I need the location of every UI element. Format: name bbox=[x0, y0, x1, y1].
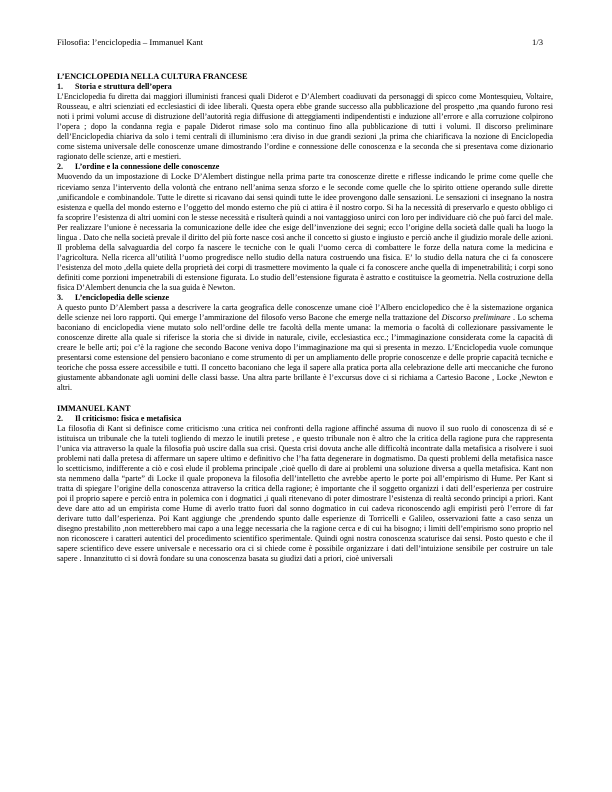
document-body bbox=[57, 72, 553, 564]
section-spacer bbox=[57, 394, 553, 404]
section-title-enciclopedia: L’ENCICLOPEDIA NELLA CULTURA FRANCESE bbox=[57, 72, 248, 81]
subsection-number: 1. bbox=[57, 82, 64, 92]
subsection-number: 3. bbox=[57, 293, 64, 303]
header-title: Filosofia: l’enciclopedia – Immanuel Kant bbox=[57, 37, 204, 47]
page-number: 1/3 bbox=[532, 37, 543, 47]
paragraph-ordine: Muovendo da un impostazione di Locke D’Alembert distingue nella prima parte tra conoscenze dirette e riflesse indicando le prime come quelle che riceviamo senza l’intervento della volontà che entrano nell’anima senza sforzo e le seconde come quelle che lo spirito ottiene operando sulle dirette ,unificandole e combinandole. Tutte le dirette si ricavano dai sensi quindi tutte le idee provengono dalle sensazioni. Le sensazioni ci insegnano la nostra esistenza e quella del mondo esterno e l’oggetto del mondo esterno che più ci attira è il nostro corpo. Si ha la necessità di preservarlo e questo obbligo ci fa scoprire l’esistenza di altri uomini con le stesse necessità e risulterà quindi a noi vantaggioso unirci con loro per individuare ciò che può farci del male. Per realizzare l’unione è necessaria la comunicazione delle idee che esige dell’invenzione dei segni; ecco l’origine della società dalle quali ha luogo la lingua . Dato che nella società prevale il diritto del più forte nasce così anche il concetto si giusto e ingiusto e perciò anche il giudizio morale delle azioni. Il problema della salvaguardia del corpo fa nascere le tecniche con le quali l’uomo cerca di combattere le forze della natura come la medicina e l’agricoltura. Nella ricerca all’utilità l’uomo progredisce nello studio della natura costruendo una fisica. E’ lo studio della natura che ci fa conoscere l’esistenza del moto ,della quiete della proprietà dei corpi di trasmettere movimento la quale ci fa conoscere anche quella di impenetrabilità; i corpi sono definiti come porzioni impenetrabili di estensione figurata. Lo studio dell’estensione figurata è astratto e costituisce la geometria. Nella costruzione della fisica D’Alembert denuncia che la sua guida è Newton. bbox=[57, 172, 553, 292]
subsection-heading-3 bbox=[57, 293, 553, 303]
subsection-number: 2. bbox=[57, 162, 64, 172]
subsection-title: Il criticismo: fisica e metafisica bbox=[75, 413, 182, 423]
italic-title: Discorso preliminare bbox=[441, 313, 511, 323]
subsection-heading-kant-2 bbox=[57, 414, 553, 424]
paragraph-storia: L’Enciclopedia fu diretta dai maggiori illuministi francesi quali Diderot e D’Alembert coadiuvati da personaggi di spicco come Montesquieu, Voltaire, Rousseau, e altri scienziati ed ecclesiastici di idee liberali. Questa opera ebbe grande successo alla pubblicazione del prospetto ,ma quando furono resi noti i primi volumi accuse di distruzione dell’autorità regia diffusione di atteggiamenti indipendentisti e induzione all’errore e alla corruzione colpirono l’opera ; dopo la condanna regia e papale Diderot rimase solo ma continuo fino alla pubblicazione di tutti i volumi. Il discorso preliminare dell’Enciclopedia chiariva da solo i temi centrali di illuminismo :era diviso in due grandi sezioni ,la prima che chiarificava la nozione di Enciclopedia come sistema universale delle conoscenze umane dimostrando l’ordine e connessione delle conoscenza e la seconda che si presentava come dizionario ragionato delle scienze, arti e mestieri. bbox=[57, 92, 553, 162]
subsection-title: L’ordine e la connessione delle conoscenze bbox=[75, 162, 220, 172]
subsection-number: 2. bbox=[57, 413, 64, 423]
subsection-title: L’enciclopedia delle scienze bbox=[75, 293, 170, 303]
section-title-kant: IMMANUEL KANT bbox=[57, 403, 131, 413]
subsection-heading-2 bbox=[57, 162, 553, 172]
paragraph-enciclopedia-scienze bbox=[57, 303, 553, 393]
paragraph-criticismo: La filosofia di Kant si definisce come criticismo :una critica nei confronti della ragione affinché assuma di nuovo il suo ruolo di conoscenza di sé e istituisca un tribunale che la tuteli togliendo di mezzo le inutili pretese , e questo tribunale non è altro che la critica della ragione pura che rappresenta l’unica via attraverso la quale la filosofia può uscire dalla sua crisi. Questa crisi dovuta anche alle difficoltà incontrate dalla metafisica a risolvere i suoi problemi nati dalla pretesa di affermare un sapere ultimo e definitivo che l’ha fatta degenerare in dogmatismo. Da questi problemi della metafisica nasce lo scetticismo, indifferente a ciò e così elude il problema principale ,cioè quello di dare ai problemi una soluzione diversa a quella metafisica. Kant non sta nemmeno dalla “parte” di Locke il quale proponeva la filosofia dell’intelletto che avrebbe aperto le porte poi all’empirismo di Hume. Per Kant si tratta di spiegare l’origine della conoscenza attraverso la critica della ragione; è importante che il soggetto organizzi i dati dell’esperienza per costruire poi il proprio sapere e perciò entra in polemica con i dogmatici ,i quali ritenevano di poter dimostrare l’esistenza di realtà secondo principi a priori. Kant deve dare atto ad un empirista come Hume di averlo tratto fuori dal sonno dogmatico in cui cadeva riconoscendo agli empiristi però l’errore di far derivare tutto dall’esperienza. Poi Kant aggiunge che ,prendendo spunto dalle esperienze di Torricelli e Galileo, osservazioni fatte a caso senza un disegno prestabilito ,non metterebbero mai capo a una legge necessaria che la ragione cerca e di cui ha bisogno; i limiti dell’empirismo sono proprio nel non riconoscere i caratteri autentici del procedimento scientifico sperimentale. Quindi ogni nostra conoscenza scaturisce dai sensi. Posto questo e che il sapere scientifico deve essere universale e necessario ora ci si chiede come è possibile organizzare i dati dell’intuizione sensibile per costruire un tale sapere . Innanzitutto ci si dovrà fondare su una conoscenza basata su giudizi dati a priori, cioè universali bbox=[57, 423, 553, 564]
subsection-heading-1 bbox=[57, 82, 553, 92]
paragraph-text: . Lo schema baconiano di enciclopedia viene mutato solo nell’ordine delle tre facoltà della mente umana: la memoria o facoltà di collezionare passivamente le conoscenze dirette alla quale si riferisce la storia che si divide in naturale, civile, ecclesiastica ecc.; l’immaginazione considerata come la capacità di creare le belle arti; poi c’è la ragione che secondo Bacone veniva dopo l’immaginazione ma qui si presenta in mezzo. L’Enciclopedia vuole comunque presentarsi come estensione del pensiero baconiano e come strumento di per un ampliamento delle proprie conoscenze e delle proprie capacità tecniche e teoriche che possa essere accessibile e tutti. Il concetto baconiano che lega il sapere alla pratica porta alla celebrazione delle arti meccaniche che furono giustamente abbandonate agli uomini delle classi basse. Una altra parte brillante è l’excursus dove ci si richiama a Cartesio Bacone , Locke ,Newton e altri. bbox=[57, 313, 553, 393]
subsection-title: Storia e struttura dell’opera bbox=[75, 82, 172, 92]
paragraph-text: A questo punto D’Alembert passa a descrivere la carta geografica delle conoscenze umane cioè l’Albero enciclopedico che è la sistemazione organica delle scienze nei loro rapporti. Qui emerge l’ammirazione del filosofo verso Bacone che emerge nella trattazione del bbox=[57, 303, 553, 323]
page-header bbox=[57, 37, 543, 47]
